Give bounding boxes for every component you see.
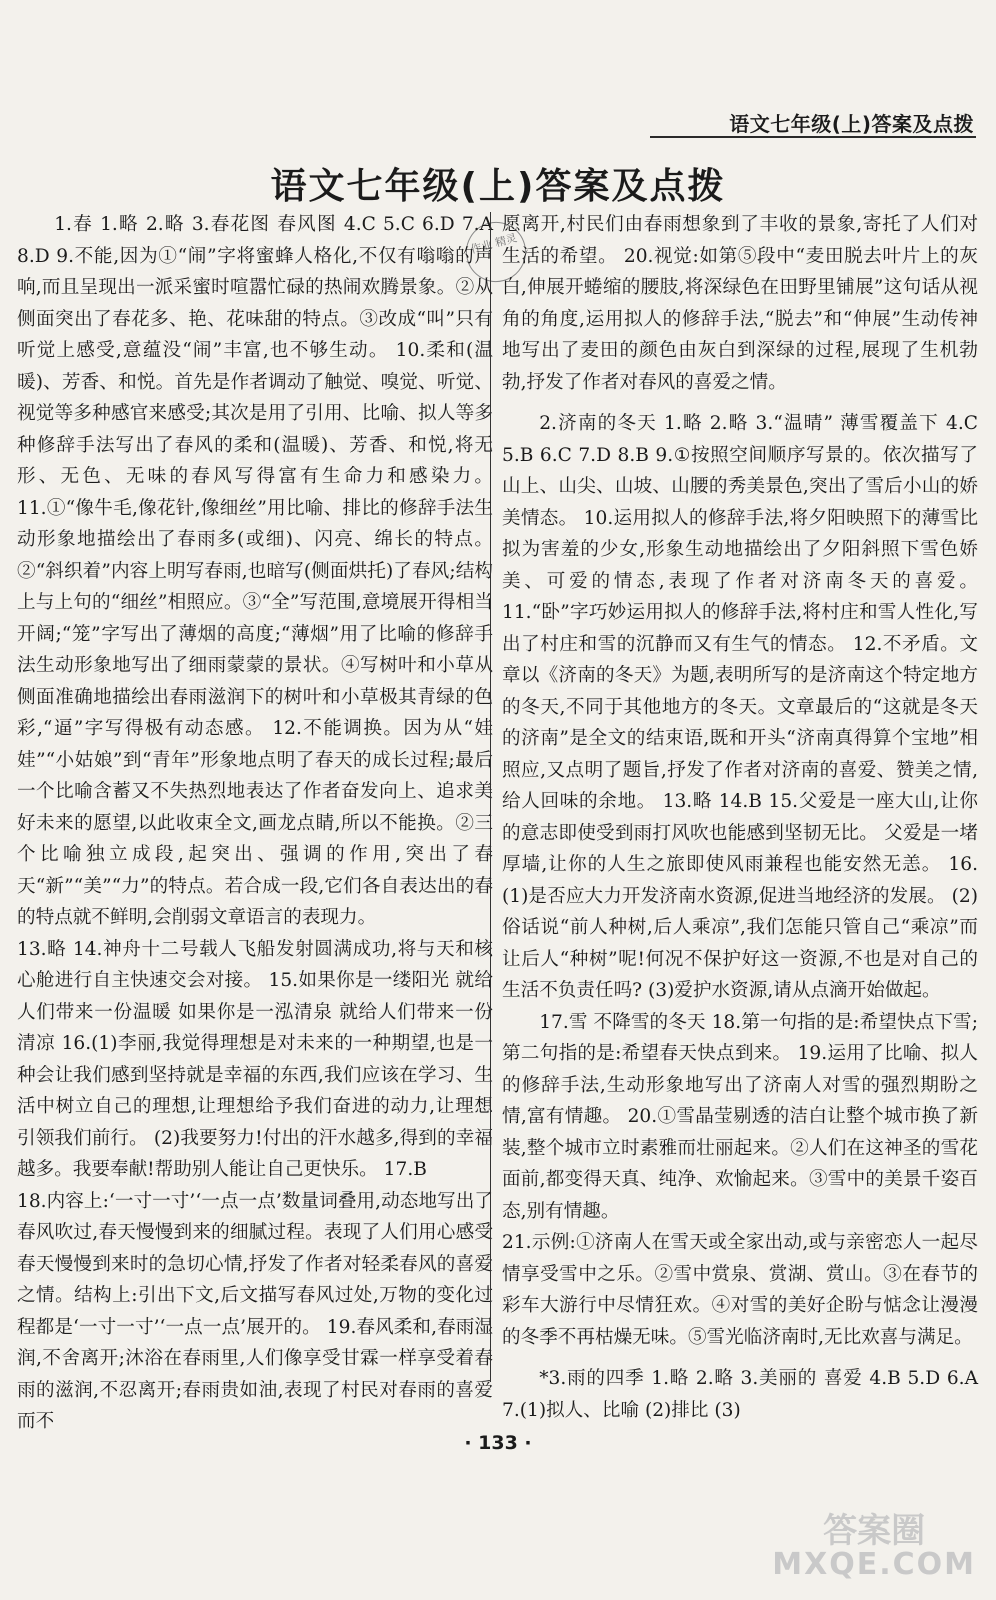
right-paragraph-2: 2.济南的冬天 1.略 2.略 3.“温晴” 薄雪覆盖下 4.C 5.B 6.C 7.D 8.B 9.①按照空间顺序写景的。依次描写了山上、山尖、山坡、山腰的秀美景色,突出了雪后小山的娇美情态。 10.运用拟人的修辞手法,将夕阳映照下的薄雪比拟为害羞的少女,形象生动地描绘出了夕阳斜照下雪色娇美、可爱的情态,表现了作者对济南冬天的喜爱。 11.“卧”字巧妙运用拟人的修辞手法,将村庄和雪人性化,写出了村庄和雪的沉静而又有生气的情态。 12.不矛盾。文章以《济南的冬天》为题,表明所写的是济南这个特定地方的冬天,不同于其他地方的冬天。文章最后的“这就是冬天的济南”是全文的结束语,既和开头“济南真得算个宝地”相照应,又点明了题旨,抒发了作者对济南的喜爱、赞美之情,给人回味的余地。 13.略 14.B 15.父爱是一座大山,让你的意志即使受到雨打风吹也能感到坚韧无比。 父爱是一堵厚墙,让你的人生之旅即使风雨兼程也能安然无恙。 16.(1)是否应大力开发济南水资源,促进当地经济的发展。 (2)俗话说“前人种树,后人乘凉”,我们怎能只管自己“乘凉”而让后人“种树”呢!何况不保护好这一资源,不也是对自己的生活不负责任吗? (3)爱护水资源,请从点滴开始做起。 — [502, 413, 978, 1001]
right-column — [502, 209, 978, 1421]
page-title: 语文七年级(上)答案及点拨 — [270, 166, 726, 207]
watermark-line-2: MXQE.COM — [772, 1547, 976, 1582]
page-number: · 133 · — [464, 1432, 532, 1454]
stamp-seal: 作业 精灵 — [459, 215, 532, 288]
left-paragraph-2: 13.略 14.神舟十二号载人飞船发射圆满成功,将与天和核心舱进行自主快速交会对接。 15.如果你是一缕阳光 就给人们带来一份温暖 如果你是一泓清泉 就给人们带来一份清凉 16.(1)李丽,我觉得理想是对未来的一种期望,也是一种会让我们感到坚持就是幸福的东西,我们应该在学习、生活中树立自己的理想,让理想给予我们奋进的动力,让理想引领我们前行。 (2)我要努力!付出的汗水越多,得到的幸福越多。我要奉献!帮助别人能让自己更快乐。 17.B — [17, 938, 493, 1180]
left-paragraph-3: 18.内容上:‘一寸一寸’‘一点一点’数量词叠用,动态地写出了春风吹过,春天慢慢到来的细腻过程。表现了人们用心感受春天慢慢到来时的急切心情,抒发了作者对轻柔春风的喜爱之情。结构上:引出下文,后文描写春风过处,万物的变化过程都是‘一寸一寸’‘一点一点’展开的。 19.春风柔和,春雨湿润,不舍离开;沐浴在春雨里,人们像享受甘霖一样享受着春雨的滋润,不忍离开;春雨贵如油,表现了村民对春雨的喜爱而不 — [17, 1190, 493, 1432]
right-paragraph-4: 21.示例:①济南人在雪天或全家出动,或与亲密恋人一起尽情享受雪中之乐。②雪中赏泉、赏湖、赏山。③在春节的彩车大游行中尽情狂欢。④对雪的美好企盼与惦念让漫漫的冬季不再枯燥无味。⑤雪光临济南时,无比欢喜与满足。 — [502, 1232, 978, 1348]
column-divider — [490, 212, 491, 1382]
right-paragraph-5: *3.雨的四季 1.略 2.略 3.美丽的 喜爱 4.B 5.D 6.A 7.(1)拟人、比喻 (2)排比 (3) — [502, 1368, 978, 1421]
left-column — [17, 209, 493, 1432]
site-watermark — [772, 1511, 976, 1582]
right-paragraph-3: 17.雪 不降雪的冬天 18.第一句指的是:希望快点下雪;第二句指的是:希望春天快点到来。 19.运用了比喻、拟人的修辞手法,生动形象地写出了济南人对雪的强烈期盼之情,富有情趣。 20.①雪晶莹剔透的洁白让整个城市换了新装,整个城市立时素雅而壮丽起来。②人们在这神圣的雪花面前,都变得天真、纯净、欢愉起来。③雪中的美景千姿百态,别有情趣。 — [502, 1011, 978, 1222]
left-paragraph-1: 1.春 1.略 2.略 3.春花图 春风图 4.C 5.C 6.D 7.A 8.D 9.不能,因为①“闹”字将蜜蜂人格化,不仅有嗡嗡的声响,而且呈现出一派采蜜时喧嚣忙碌的热闹欢腾景象。②从侧面突出了春花多、艳、花味甜的特点。③改成“叫”只有听觉上感受,意蕴没“闹”丰富,也不够生动。 10.柔和(温暖)、芳香、和悦。首先是作者调动了触觉、嗅觉、听觉、视觉等多种感官来感受;其次是用了引用、比喻、拟人等多种修辞手法写出了春风的柔和(温暖)、芳香、和悦,将无形、无色、无味的春风写得富有生命力和感染力。 11.①“像牛毛,像花针,像细丝”用比喻、排比的修辞手法生动形象地描绘出了春雨多(或细)、闪亮、绵长的特点。②“斜织着”内容上明写春雨,也暗写(侧面烘托)了春风;结构上与上句的“细丝”相照应。③“全”写范围,意境展开得相当开阔;“笼”字写出了薄烟的高度;“薄烟”用了比喻的修辞手法生动形象地写出了细雨蒙蒙的景状。④写树叶和小草从侧面准确地描绘出春雨滋润下的树叶和小草极其青绿的色彩,“逼”字写得极有动态感。 12.不能调换。因为从“娃娃”“小姑娘”到“青年”形象地点明了春天的成长过程;最后一个比喻含蓄又不失热烈地表达了作者奋发向上、追求美好未来的愿望,以此收束全文,画龙点睛,所以不能换。②三个比喻独立成段,起突出、强调的作用,突出了春天“新”“美”“力”的特点。若合成一段,它们各自表达出的春的特点就不鲜明,会削弱文章语言的表现力。 — [17, 214, 493, 928]
watermark-line-1: 答案圈 — [823, 1511, 926, 1551]
header-rule — [650, 136, 976, 138]
running-header: 语文七年级(上)答案及点拨 — [729, 112, 974, 136]
right-paragraph-1: 愿离开,村民们由春雨想象到了丰收的景象,寄托了人们对生活的希望。 20.视觉:如第⑤段中“麦田脱去叶片上的灰白,伸展开蜷缩的腰肢,将深绿色在田野里铺展”这句话从视角的角度,运用拟人的修辞手法,“脱去”和“伸展”生动传神地写出了麦田的颜色由灰白到深绿的过程,展现了生机勃勃,抒发了作者对春风的喜爱之情。 — [502, 214, 978, 393]
